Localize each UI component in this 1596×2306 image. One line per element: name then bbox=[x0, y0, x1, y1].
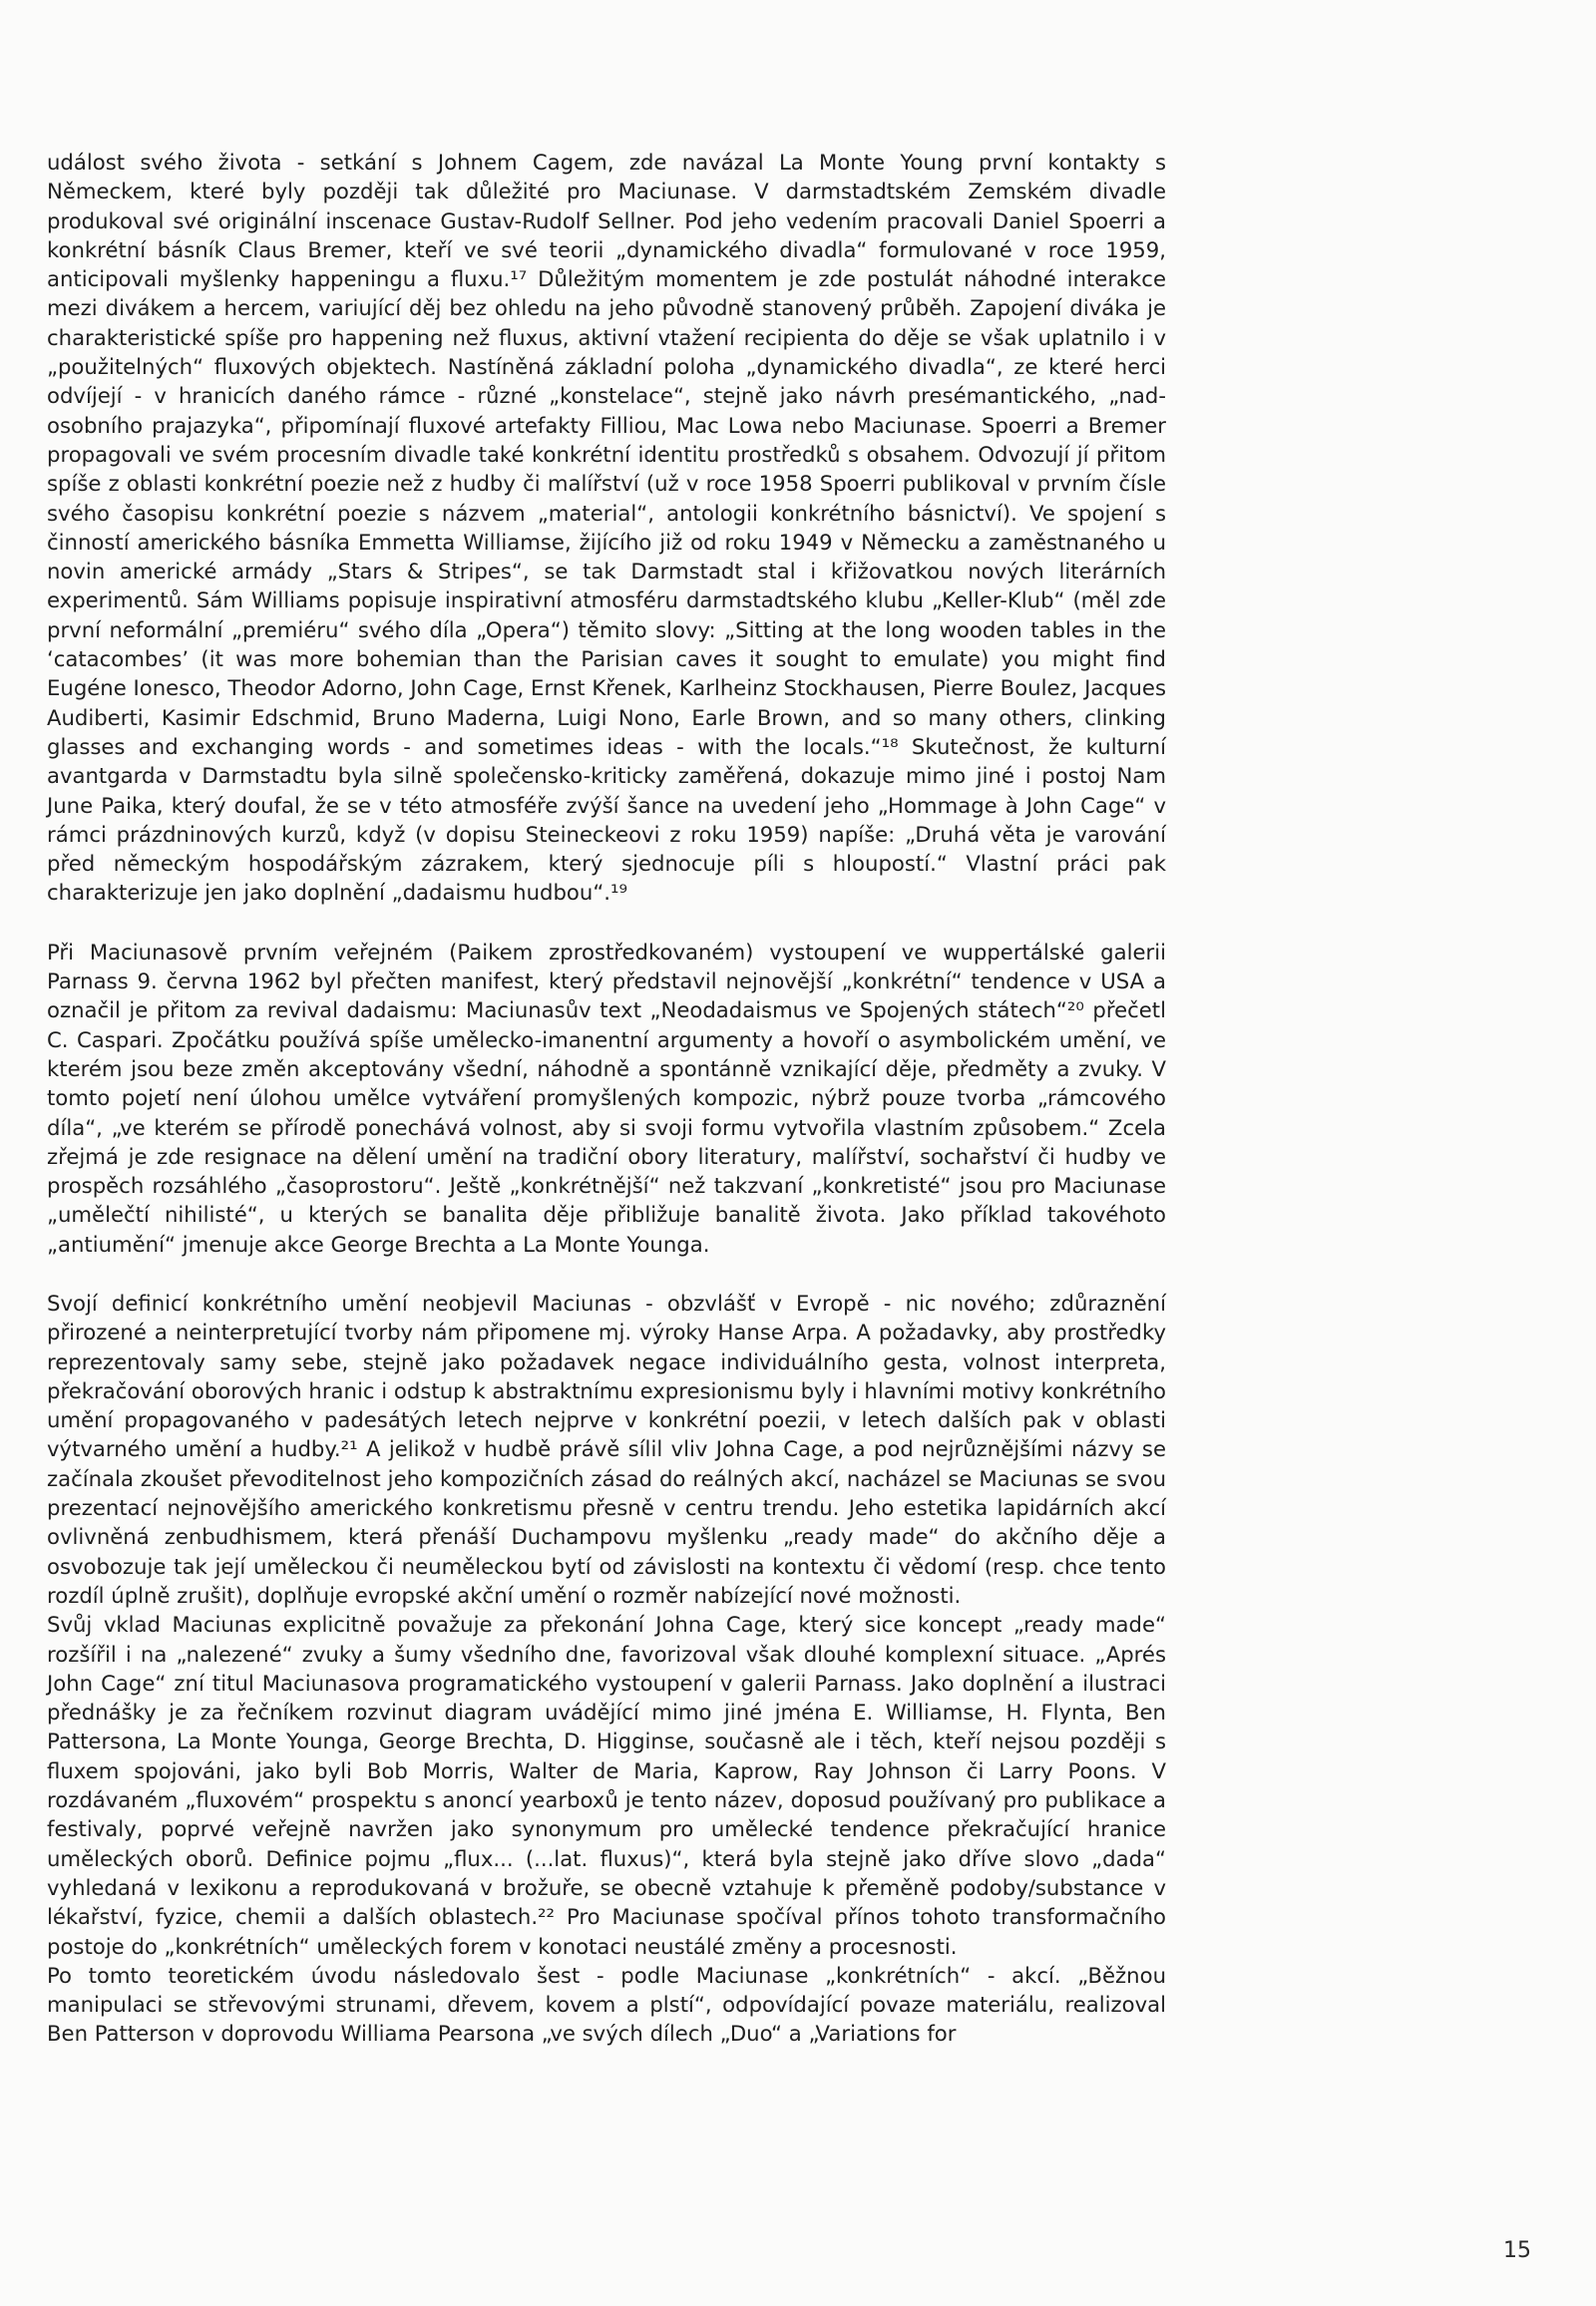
page-number: 15 bbox=[1503, 2238, 1531, 2263]
paragraph-4: Svůj vklad Maciunas explicitně považuje za překonání Johna Cage, který sice koncept „ready made“ rozšířil i na „nalezené“ zvuky a šumy všedního dne, favorizoval však dlouhé komplexní situace. „Aprés John Cage“ zní titul Maciunasova programatického vystoupení v galerii Parnass. Jako doplnění a ilustraci přednášky je za řečníkem rozvinut diagram uvádějící mimo jiné jména E. Williamse, H. Flynta, Ben Pattersona, La Monte Younga, George Brechta, D. Higginse, současně ale i těch, kteří nejsou později s fluxem spojováni, jako byli Bob Morris, Walter de Maria, Kaprow, Ray Johnson či Larry Poons. V rozdávaném „fluxovém“ prospektu s anoncí yearboxů je tento název, doposud používaný pro publikace a festivaly, poprvé veřejně navržen jako synonymum pro umělecké tendence překračující hranice uměleckých oborů. Definice pojmu „flux... (...lat. fluxus)“, která byla stejně jako dříve slovo „dada“ vyhledaná v lexikonu a reprodukovaná v brožuře, se obecně vztahuje k přeměně podoby/substance v lékařství, fyzice, chemii a dalších oblastech.²² Pro Maciunase spočíval přínos tohoto transformačního postoje do „konkrétních“ uměleckých forem v konotaci neustálé změny a procesnosti. bbox=[47, 1612, 1166, 1959]
paragraph-3: Svojí definicí konkrétního umění neobjevil Maciunas - obzvlášť v Evropě - nic nového; zdůraznění přirozené a neinterpretující tvorby nám připomene mj. výroky Hanse Arpa. A požadavky, aby prostředky reprezentovaly samy sebe, stejně jako požadavek negace individuálního gesta, volnost interpreta, překračování oborových hranic i odstup k abstraktnímu expresionismu byly i hlavními motivy konkrétního umění propagovaného v padesátých letech nejprve v konkrétní poezii, v letech dalších pak v oblasti výtvarného umění a hudby.²¹ A jelikož v hudbě právě sílil vliv Johna Cage, a pod nejrůznějšími názvy se začínala zkoušet převoditelnost jeho kompozičních zásad do reálných akcí, nacházel se Maciunas se svou prezentací nejnovějšího amerického konkretismu přesně v centru trendu. Jeho estetika lapidárních akcí ovlivněná zenbudhismem, která přenáší Duchampovu myšlenku „ready made“ do akčního děje a osvobozuje tak její uměleckou či neuměleckou bytí od závislosti na kontextu či vědomí (resp. chce tento rozdíl úplně zrušit), doplňuje evropské akční umění o rozměr nabízející nové možnosti. bbox=[47, 1290, 1166, 1608]
paragraph-1: událost svého života - setkání s Johnem Cagem, zde navázal La Monte Young první kontakty s Německem, které byly později tak důležité pro Maciunase. V darmstadtském Zemském divadle produkoval své originální inscenace Gustav-Rudolf Sellner. Pod jeho vedením pracovali Daniel Spoerri a konkrétní básník Claus Bremer, kteří ve své teorii „dynamického divadla“ formulované v roce 1959, anticipovali myšlenky happeningu a fluxu.¹⁷ Důležitým momentem je zde postulát náhodné interakce mezi divákem a hercem, variující děj bez ohledu na jeho původně stanovený průběh. Zapojení diváka je charakteristické spíše pro happening než fluxus, aktivní vtažení recipienta do děje se však uplatnilo i v „použitelných“ fluxových objektech. Nastíněná základní poloha „dynamického divadla“, ze které herci odvíjejí - v hranicích daného rámce - různé „konstelace“, stejně jako návrh presémantického, „nad-osobního prajazyka“, připomínají fluxové artefakty Filliou, Mac Lowa nebo Maciunase. Spoerri a Bremer propagovali ve svém procesním divadle také konkrétní identitu prostředků s obsahem. Odvozují jí přitom spíše z oblasti konkrétní poezie než z hudby či malířství (už v roce 1958 Spoerri publikoval v prvním čísle svého časopisu konkrétní poezie s názvem „material“, antologii konkrétního básnictví). Ve spojení s činností amerického básníka Emmetta Williamse, žijícího již od roku 1949 v Německu a zaměstnaného u novin americké armády „Stars & Stripes“, se tak Darmstadt stal i křižovatkou nových literárních experimentů. Sám Williams popisuje inspirativní atmosféru darmstadtského klubu „Keller-Klub“ (měl zde první neformální „premiéru“ svého díla „Opera“) těmito slovy: „Sitting at the long wooden tables in the ʻcatacombesʼ (it was more bohemian than the Parisian caves it sought to emulate) you might find Eugéne Ionesco, Theodor Adorno, John Cage, Ernst Křenek, Karlheinz Stockhausen, Pierre Boulez, Jacques Audiberti, Kasimir Edschmid, Bruno Maderna, Luigi Nono, Earle Brown, and so many others, clinking glasses and exchanging words - and sometimes ideas - with the locals.“¹⁸ Skutečnost, že kulturní avantgarda v Darmstadtu byla silně společensko-kriticky zaměřená, dokazuje mimo jiné i postoj Nam June Paika, který doufal, že se v této atmosféře zvýší šance na uvedení jeho „Hommage à John Cage“ v rámci prázdninových kurzů, když (v dopisu Steineckeovi z roku 1959) napíše: „Druhá věta je varování před německým hospodářským zázrakem, který sjednocuje píli s hloupostí.“ Vlastní práci pak charakterizuje jen jako doplnění „dadaismu hudbou“.¹⁹ bbox=[47, 150, 1166, 906]
paragraph-5: Po tomto teoretickém úvodu následovalo šest - podle Maciunase „konkrétních“ - akcí. „Běžnou manipulaci se střevovými strunami, dřevem, kovem a plstí“, odpovídající povaze materiálu, realizoval Ben Patterson v doprovodu Williama Pearsona „ve svých dílech „Duo“ a „Variations for bbox=[47, 1962, 1166, 2047]
body-text bbox=[47, 148, 1166, 2049]
paragraph-2: Při Maciunasově prvním veřejném (Paikem zprostředkovaném) vystoupení ve wuppertálské galerii Parnass 9. června 1962 byl přečten manifest, který představil nejnovější „konkrétní“ tendence v USA a označil je přitom za revival dadaismu: Maciunasův text „Neodadaismus ve Spojených státech“²⁰ přečetl C. Caspari. Zpočátku používá spíše umělecko-imanentní argumenty a hovoří o asymbolickém umění, ve kterém jsou beze změn akceptovány všední, náhodně a spontánně vznikající děje, předměty a zvuky. V tomto pojetí není úlohou umělce vytváření promyšlených kompozic, nýbrž pouze tvorba „rámcového díla“, „ve kterém se přírodě ponechává volnost, aby si svoji formu vytvořila vlastním způsobem.“ Zcela zřejmá je zde resignace na dělení umění na tradiční obory literatury, malířství, sochařství či hudby ve prospěch rozsáhlého „časoprostoru“. Ještě „konkrétnější“ než takzvaní „konkretisté“ jsou pro Maciunase „umělečtí nihilisté“, u kterých se banalita děje přibližuje banalitě života. Jako příklad takovéhoto „antiumění“ jmenuje akce George Brechta a La Monte Younga. bbox=[47, 939, 1166, 1257]
